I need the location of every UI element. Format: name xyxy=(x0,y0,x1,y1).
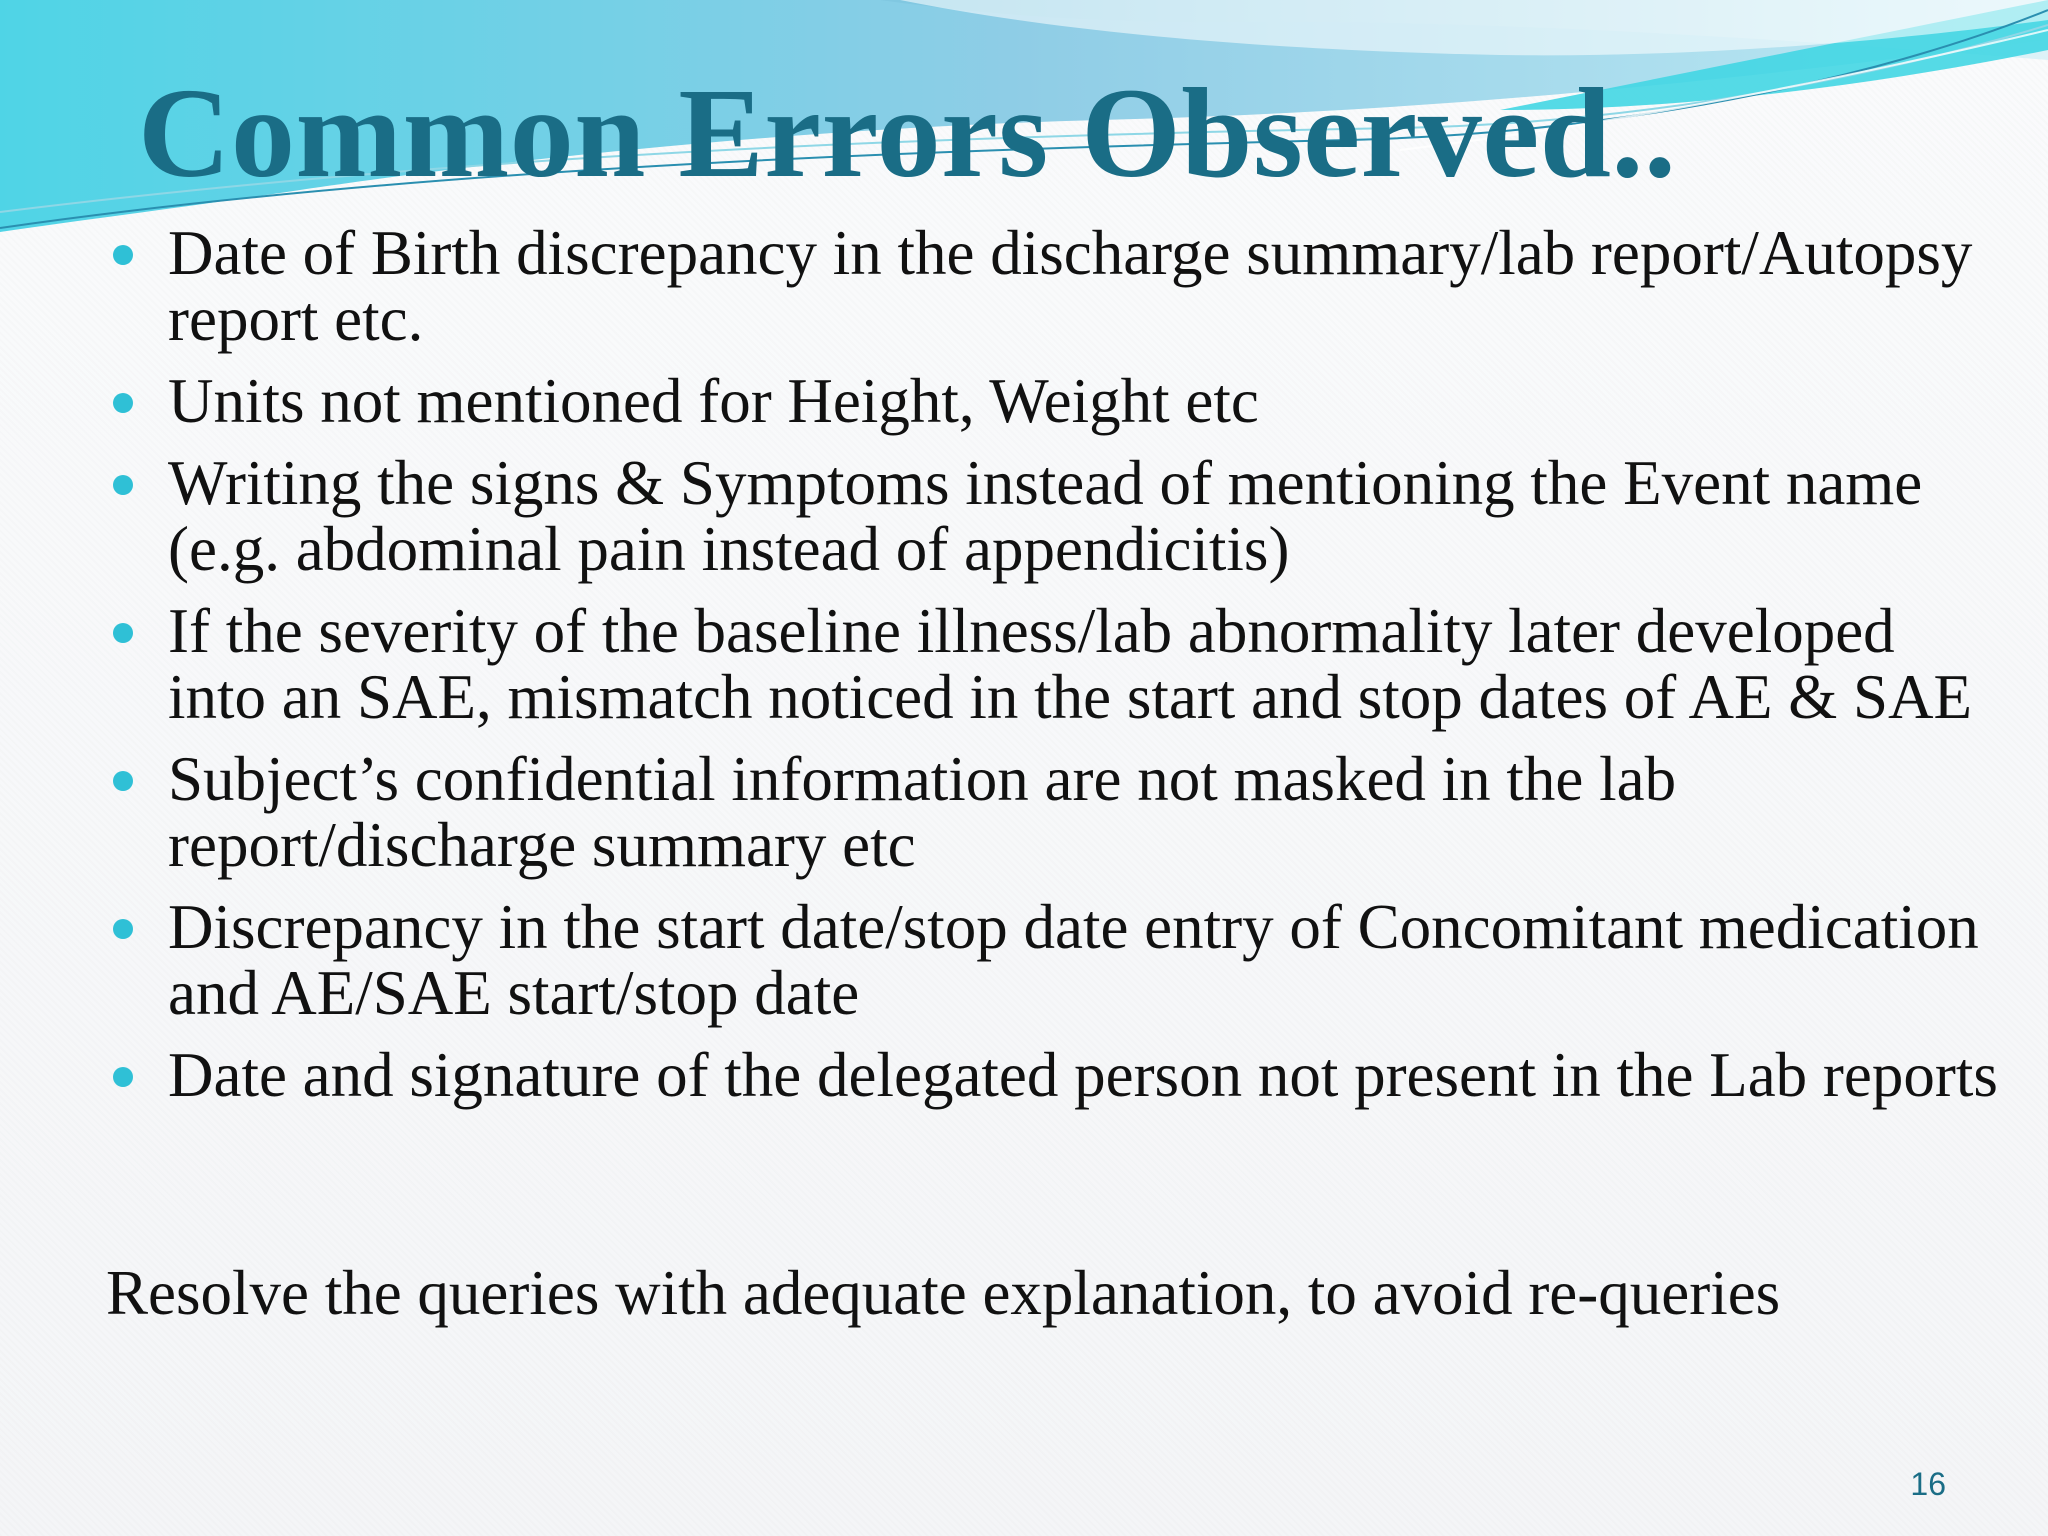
bullet-text: Subject’s confidential information are not masked in the lab report/discharge summary etc xyxy=(168,744,1677,880)
bullet-text: Date and signature of the delegated person not present in the Lab reports xyxy=(168,1040,1998,1110)
bullet-item xyxy=(0,1042,2048,1108)
slide-title: Common Errors Observed.. xyxy=(138,62,1677,204)
bullet-text: Date of Birth discrepancy in the discharge summary/lab report/Autopsy report etc. xyxy=(168,218,1973,354)
bullet-text: Discrepancy in the start date/stop date entry of Concomitant medication and AE/SAE start/stop date xyxy=(168,892,1979,1028)
bullet-dot-icon xyxy=(113,475,133,495)
bullet-item xyxy=(0,598,2048,730)
bullet-dot-icon xyxy=(113,919,133,939)
bullet-text: Units not mentioned for Height, Weight etc xyxy=(168,366,1259,436)
bullet-item xyxy=(0,368,2048,434)
bullet-item xyxy=(0,894,2048,1026)
bullet-dot-icon xyxy=(113,771,133,791)
bullet-text: Writing the signs & Symptoms instead of mentioning the Event name (e.g. abdominal pain instead of appendicitis) xyxy=(168,448,1923,584)
closing-note: Resolve the queries with adequate explanation, to avoid re-queries xyxy=(106,1258,1781,1328)
bullet-dot-icon xyxy=(113,245,133,265)
bullet-dot-icon xyxy=(113,393,133,413)
bullet-dot-icon xyxy=(113,623,133,643)
bullet-item xyxy=(0,220,2048,352)
bullet-text: If the severity of the baseline illness/lab abnormality later developed into an SAE, mismatch noticed in the start and stop dates of AE & SAE xyxy=(168,596,1972,732)
bullet-item xyxy=(0,450,2048,582)
bullet-list xyxy=(0,220,2048,1124)
page-number: 16 xyxy=(1910,1466,1946,1502)
bullet-item xyxy=(0,746,2048,878)
bullet-dot-icon xyxy=(113,1067,133,1087)
